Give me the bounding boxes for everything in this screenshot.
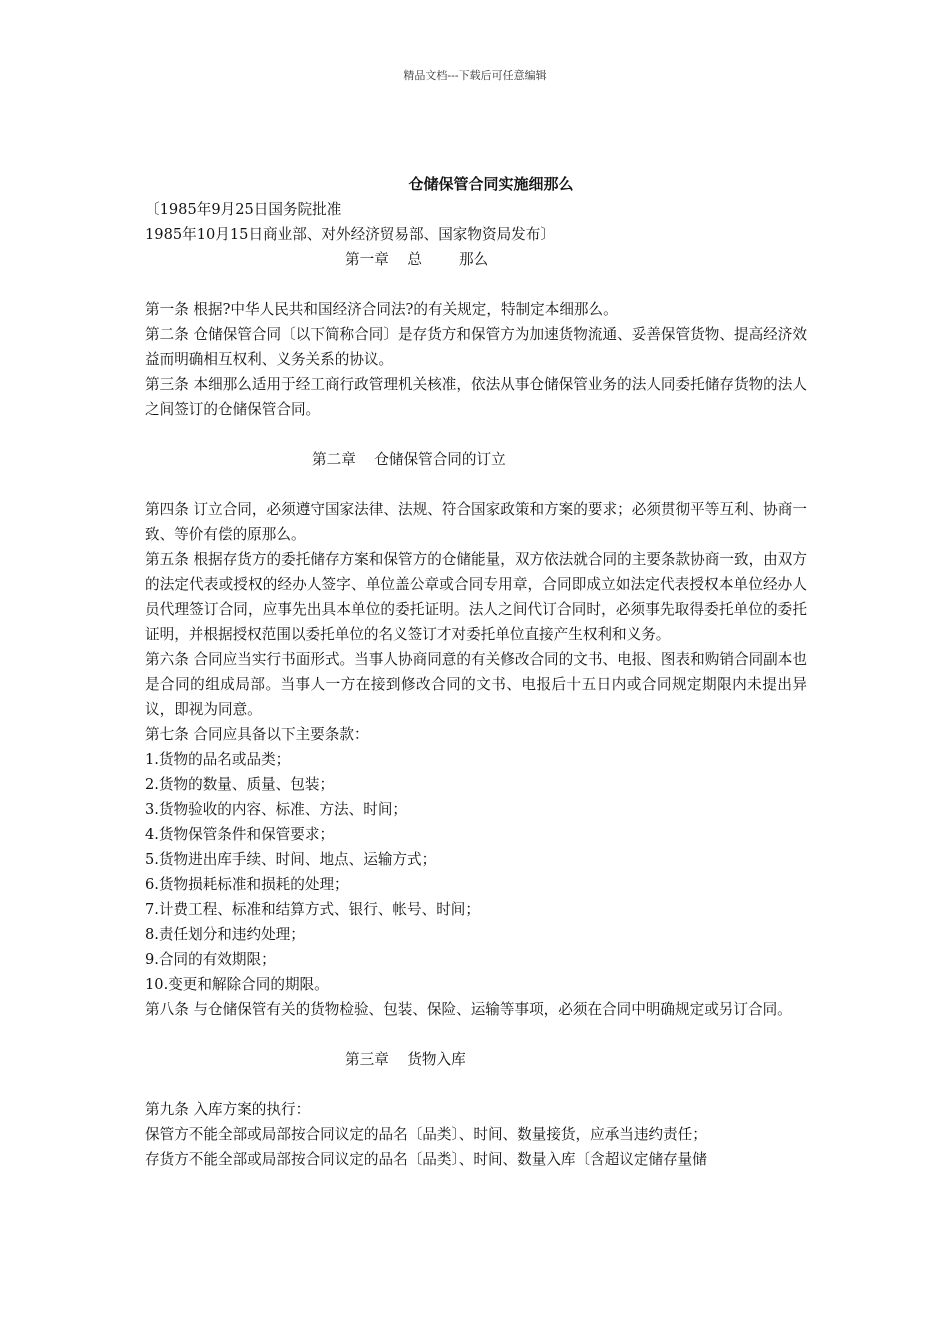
list-item: 7.计费工程、标准和结算方式、银行、帐号、时间；: [145, 901, 480, 918]
list-item: 1.货物的品名或品类；: [145, 751, 291, 768]
article-paragraph: 第六条 合同应当实行书面形式。当事人协商同意的有关修改合同的文书、电报、图表和购销合同副本也是合同的组成局部。当事人一方在接到修改合同的文书、电报后十五日内或合同规定期限内未提出异议，即视为同意。: [145, 651, 807, 718]
document-title: 仓储保管合同实施细那么: [408, 175, 574, 193]
article-paragraph: 第九条 入库方案的执行：: [145, 1101, 311, 1118]
article-paragraph: 第七条 合同应具备以下主要条款：: [145, 726, 369, 743]
list-item: 4.货物保管条件和保管要求；: [145, 826, 335, 843]
list-item: 8.责任划分和违约处理；: [145, 926, 305, 943]
chapter-heading: 第一章 总 那么: [345, 251, 489, 268]
publish-line: 1985年10月15日商业部、对外经济贸易部、国家物资局发布〕: [145, 226, 555, 243]
article-paragraph: 第四条 订立合同，必须遵守国家法律、法规、符合国家政策和方案的要求；必须贯彻平等互利、协商一致、等价有偿的原那么。: [145, 501, 807, 543]
article-paragraph: 第一条 根据?中华人民共和国经济合同法?的有关规定，特制定本细那么。: [145, 301, 618, 318]
article-paragraph: 第五条 根据存货方的委托储存方案和保管方的仓储能量，双方依法就合同的主要条款协商一致，由双方的法定代表或授权的经办人签字、单位盖公章或合同专用章，合同即成立如法定代表授权本单位经办人员代理签订合同，应事先出具本单位的委托证明。法人之间代订合同时，必须事先取得委托单位的委托证明，并根据授权范围以委托单位的名义签订才对委托单位直接产生权利和义务。: [145, 551, 807, 643]
chapter-heading: 第二章 仓储保管合同的订立: [312, 451, 506, 468]
document-body: [145, 172, 807, 1172]
chapter-heading: 第三章 货物入库: [345, 1051, 466, 1068]
approval-line: 〔1985年9月25日国务院批准: [145, 201, 342, 218]
article-paragraph: 第三条 本细那么适用于经工商行政管理机关核准，依法从事仓储保管业务的法人同委托储存货物的法人之间签订的仓储保管合同。: [145, 376, 807, 418]
article-paragraph: 第八条 与仓储保管有关的货物检验、包装、保险、运输等事项，必须在合同中明确规定或另订合同。: [145, 1001, 792, 1018]
list-item: 3.货物验收的内容、标准、方法、时间；: [145, 801, 408, 818]
paragraph-line: 存货方不能全部或局部按合同议定的品名〔品类〕、时间、数量入库〔含超议定储存量储: [145, 1151, 707, 1168]
list-item: 10.变更和解除合同的期限。: [145, 976, 329, 993]
list-item: 5.货物进出库手续、时间、地点、运输方式；: [145, 851, 437, 868]
list-item: 2.货物的数量、质量、包装；: [145, 776, 335, 793]
list-item: 6.货物损耗标准和损耗的处理；: [145, 876, 349, 893]
list-item: 9.合同的有效期限；: [145, 951, 276, 968]
article-paragraph: 第二条 仓储保管合同〔以下简称合同〕是存货方和保管方为加速货物流通、妥善保管货物、提高经济效益而明确相互权利、义务关系的协议。: [145, 326, 807, 368]
paragraph-line: 保管方不能全部或局部按合同议定的品名〔品类〕、时间、数量接货，应承当违约责任；: [145, 1126, 707, 1143]
header-note: 精品文档---下载后可任意编辑: [403, 69, 547, 82]
